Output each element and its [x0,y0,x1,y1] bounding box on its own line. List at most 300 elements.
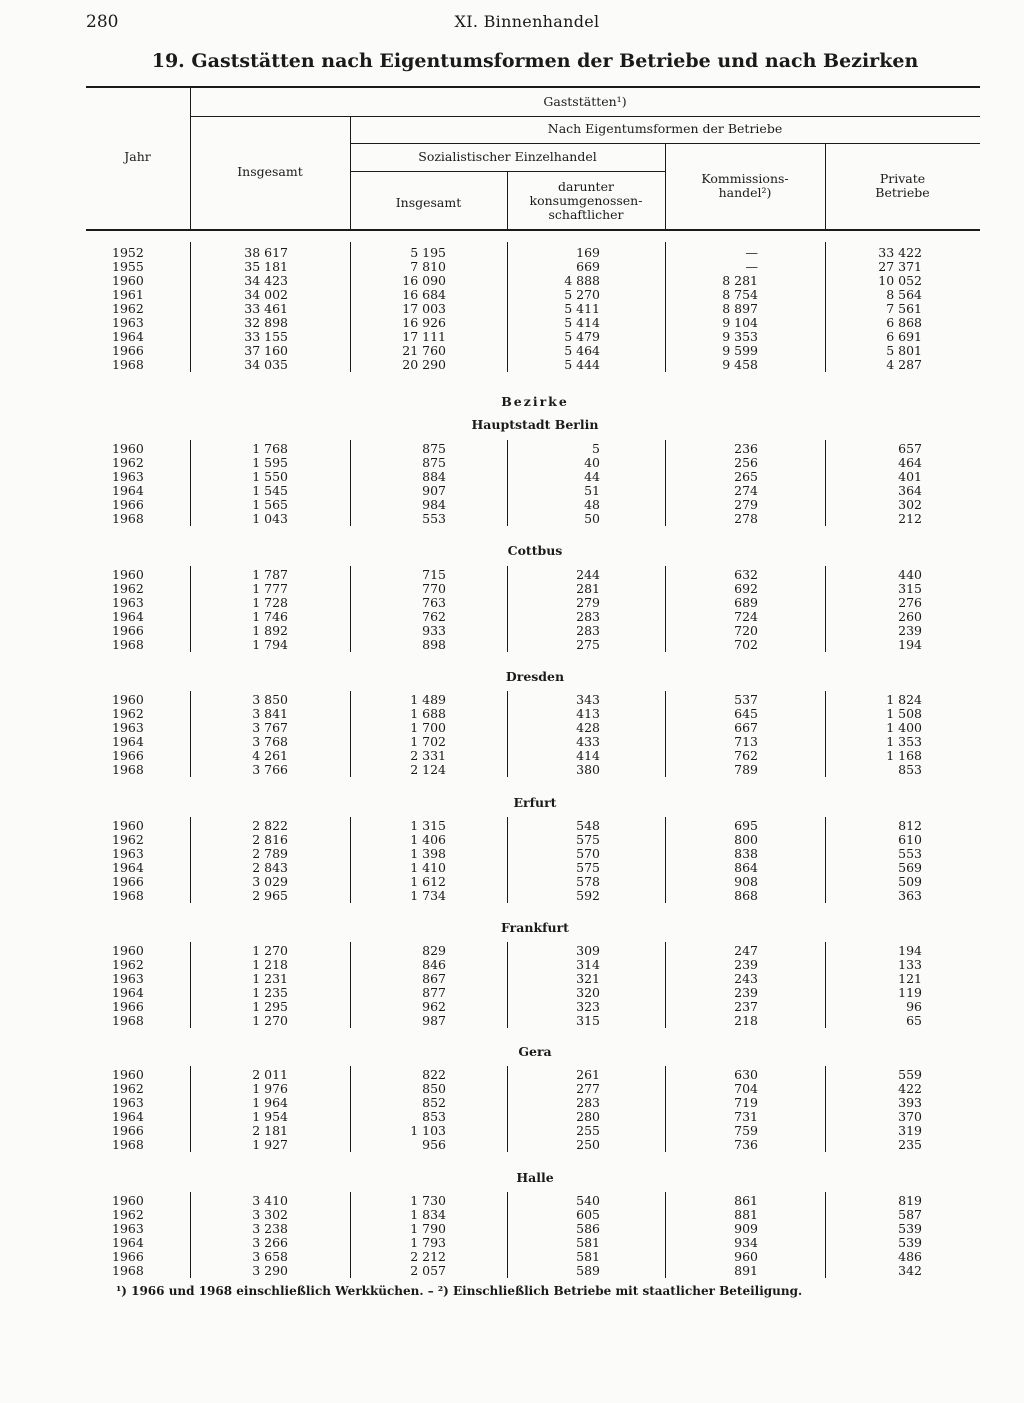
cell-soz-insgesamt: 907 [422,483,446,498]
cell-insgesamt: 2 816 [252,832,288,847]
cell-year: 1963 [112,1221,144,1236]
cell-konsum: 283 [576,609,600,624]
cell-kommission: 891 [734,1263,758,1278]
cell-insgesamt: 1 768 [252,441,288,456]
cell-soz-insgesamt: 853 [422,1109,446,1124]
cell-insgesamt: 2 011 [252,1067,288,1082]
cell-kommission: 960 [734,1249,758,1264]
cell-soz-insgesamt: 850 [422,1081,446,1096]
cell-year: 1963 [112,315,144,330]
footnote: ¹) 1966 und 1968 einschließlich Werkküchen. – ²) Einschließlich Betriebe mit staatlicher Beteiligung. [116,1284,803,1298]
cell-kommission: 9 458 [722,357,758,372]
cell-soz-insgesamt: 762 [422,609,446,624]
cell-insgesamt: 32 898 [244,315,288,330]
table-row [0,1250,1024,1264]
cell-kommission: 537 [734,692,758,707]
cell-insgesamt: 1 976 [252,1081,288,1096]
table-top-rule [86,86,980,88]
header-private-line: Betriebe [875,185,930,200]
cell-year: 1960 [112,441,144,456]
cell-konsum: 581 [576,1235,600,1250]
column-divider [190,942,191,1028]
cell-year: 1962 [112,1207,144,1222]
cell-year: 1960 [112,567,144,582]
cell-private: 65 [906,1013,922,1028]
cell-private: 212 [898,511,922,526]
cell-soz-insgesamt: 20 290 [402,357,446,372]
cell-year: 1955 [112,259,144,274]
cell-kommission: 789 [734,762,758,777]
cell-kommission: 667 [734,720,758,735]
cell-kommission: 702 [734,637,758,652]
column-divider [507,242,508,372]
column-divider [507,1066,508,1152]
cell-year: 1968 [112,1013,144,1028]
table-row [0,442,1024,456]
cell-year: 1964 [112,329,144,344]
cell-konsum: 5 414 [564,315,600,330]
cell-year: 1960 [112,273,144,288]
cell-soz-insgesamt: 1 410 [410,860,446,875]
column-divider [507,817,508,903]
header-private-betriebe [825,172,980,200]
cell-konsum: 570 [576,846,600,861]
cell-soz-insgesamt: 1 734 [410,888,446,903]
cell-soz-insgesamt: 16 684 [402,287,446,302]
cell-private: 194 [898,637,922,652]
cell-private: 853 [898,762,922,777]
cell-soz-insgesamt: 553 [422,511,446,526]
column-divider [825,242,826,372]
cell-insgesamt: 1 218 [252,957,288,972]
header-darunter-line: schaftlicher [548,207,624,222]
cell-kommission: 218 [734,1013,758,1028]
cell-year: 1963 [112,1095,144,1110]
cell-kommission: 695 [734,818,758,833]
cell-soz-insgesamt: 1 793 [410,1235,446,1250]
cell-kommission: 645 [734,706,758,721]
column-divider [350,242,351,372]
header-soz-insgesamt: Insgesamt [395,195,462,210]
cell-konsum: 280 [576,1109,600,1124]
cell-private: 121 [898,971,922,986]
table-row [0,470,1024,484]
cell-soz-insgesamt: 846 [422,957,446,972]
column-divider [350,1192,351,1278]
table-row [0,260,1024,274]
table-row [0,456,1024,470]
table-row [0,861,1024,875]
cell-insgesamt: 3 841 [252,706,288,721]
table-row [0,1000,1024,1014]
cell-konsum: 575 [576,832,600,847]
cell-konsum: 5 444 [564,357,600,372]
table-row [0,986,1024,1000]
cell-kommission: 9 599 [722,343,758,358]
table-row [0,944,1024,958]
cell-private: 1 824 [886,692,922,707]
column-divider [507,691,508,777]
cell-kommission: 247 [734,943,758,958]
cell-insgesamt: 2 843 [252,860,288,875]
cell-kommission: 265 [734,469,758,484]
table-row [0,763,1024,777]
cell-year: 1964 [112,860,144,875]
cell-private: 1 353 [886,734,922,749]
cell-private: 276 [898,595,922,610]
bezirk-name: Halle [516,1170,554,1185]
cell-kommission: 868 [734,888,758,903]
cell-year: 1966 [112,343,144,358]
column-divider [665,440,666,526]
cell-konsum: 51 [584,483,600,498]
cell-soz-insgesamt: 763 [422,595,446,610]
bezirk-name: Dresden [505,669,565,684]
table-row [0,735,1024,749]
cell-insgesamt: 3 410 [252,1193,288,1208]
cell-private: 422 [898,1081,922,1096]
cell-insgesamt: 2 965 [252,888,288,903]
cell-private: 553 [898,846,922,861]
cell-insgesamt: 3 767 [252,720,288,735]
column-divider [507,440,508,526]
cell-konsum: 283 [576,623,600,638]
column-divider [665,817,666,903]
cell-insgesamt: 1 043 [252,511,288,526]
cell-konsum: 255 [576,1123,600,1138]
cell-private: 133 [898,957,922,972]
header-eigentumsformen: Nach Eigentumsformen der Betriebe [547,121,783,136]
cell-year: 1968 [112,511,144,526]
cell-soz-insgesamt: 962 [422,999,446,1014]
cell-year: 1964 [112,609,144,624]
cell-private: 5 801 [886,343,922,358]
header-jahr: Jahr [124,149,151,164]
cell-soz-insgesamt: 1 688 [410,706,446,721]
table-row [0,707,1024,721]
cell-konsum: 581 [576,1249,600,1264]
cell-private: 657 [898,441,922,456]
cell-konsum: 5 479 [564,329,600,344]
table-row [0,1138,1024,1152]
cell-year: 1968 [112,1137,144,1152]
cell-kommission: 8 281 [722,273,758,288]
cell-konsum: 380 [576,762,600,777]
cell-private: 1 508 [886,706,922,721]
table-row [0,1096,1024,1110]
cell-kommission: 692 [734,581,758,596]
cell-kommission: 236 [734,441,758,456]
cell-year: 1964 [112,1109,144,1124]
column-divider [190,566,191,652]
cell-insgesamt: 1 746 [252,609,288,624]
table-row [0,958,1024,972]
cell-insgesamt: 3 302 [252,1207,288,1222]
cell-soz-insgesamt: 1 702 [410,734,446,749]
cell-year: 1962 [112,455,144,470]
cell-private: 260 [898,609,922,624]
cell-konsum: 589 [576,1263,600,1278]
cell-year: 1960 [112,1193,144,1208]
cell-kommission: 8 754 [722,287,758,302]
cell-year: 1962 [112,1081,144,1096]
cell-private: 464 [898,455,922,470]
cell-private: 559 [898,1067,922,1082]
cell-insgesamt: 2 822 [252,818,288,833]
cell-insgesamt: 1 892 [252,623,288,638]
header-bottom-rule [86,229,980,231]
cell-private: 587 [898,1207,922,1222]
cell-kommission: 800 [734,832,758,847]
cell-insgesamt: 3 266 [252,1235,288,1250]
column-divider [665,1066,666,1152]
table-row [0,274,1024,288]
cell-private: 302 [898,497,922,512]
cell-insgesamt: 33 461 [244,301,288,316]
column-divider [665,566,666,652]
table-row [0,1014,1024,1028]
table-row [0,610,1024,624]
cell-year: 1964 [112,1235,144,1250]
cell-year: 1963 [112,469,144,484]
cell-kommission: 632 [734,567,758,582]
cell-insgesamt: 1 794 [252,637,288,652]
table-row [0,847,1024,861]
cell-year: 1960 [112,692,144,707]
cell-year: 1952 [112,245,144,260]
bezirk-name: Gera [518,1044,552,1059]
header-kommissionshandel [665,172,825,200]
table-row [0,875,1024,889]
bezirke-label: Bezirke [501,394,569,409]
cell-soz-insgesamt: 956 [422,1137,446,1152]
cell-kommission: 239 [734,985,758,1000]
cell-private: 440 [898,567,922,582]
column-divider [507,942,508,1028]
table-row [0,819,1024,833]
cell-konsum: 433 [576,734,600,749]
cell-insgesamt: 1 787 [252,567,288,582]
cell-year: 1966 [112,1249,144,1264]
cell-kommission: 279 [734,497,758,512]
cell-insgesamt: 1 270 [252,943,288,958]
cell-kommission: 719 [734,1095,758,1110]
cell-year: 1964 [112,734,144,749]
cell-private: 119 [898,985,922,1000]
cell-insgesamt: 3 766 [252,762,288,777]
cell-konsum: 413 [576,706,600,721]
cell-year: 1964 [112,985,144,1000]
cell-year: 1963 [112,595,144,610]
cell-private: 4 287 [886,357,922,372]
cell-konsum: 261 [576,1067,600,1082]
cell-soz-insgesamt: 1 834 [410,1207,446,1222]
cell-year: 1963 [112,971,144,986]
table-row [0,596,1024,610]
cell-soz-insgesamt: 852 [422,1095,446,1110]
table-row [0,358,1024,372]
cell-soz-insgesamt: 829 [422,943,446,958]
cell-private: 364 [898,483,922,498]
cell-kommission: 243 [734,971,758,986]
cell-insgesamt: 3 290 [252,1263,288,1278]
table-row [0,1208,1024,1222]
cell-kommission: 274 [734,483,758,498]
cell-private: 96 [906,999,922,1014]
cell-insgesamt: 1 964 [252,1095,288,1110]
cell-kommission: — [745,259,758,274]
cell-kommission: 724 [734,609,758,624]
cell-konsum: 605 [576,1207,600,1222]
cell-year: 1966 [112,999,144,1014]
cell-year: 1966 [112,748,144,763]
bezirk-name: Erfurt [513,795,557,810]
cell-year: 1966 [112,874,144,889]
cell-kommission: — [745,245,758,260]
cell-private: 393 [898,1095,922,1110]
cell-konsum: 169 [576,245,600,260]
cell-soz-insgesamt: 1 730 [410,1193,446,1208]
table-row [0,972,1024,986]
cell-soz-insgesamt: 877 [422,985,446,1000]
cell-konsum: 343 [576,692,600,707]
cell-konsum: 575 [576,860,600,875]
cell-private: 539 [898,1221,922,1236]
cell-year: 1966 [112,1123,144,1138]
column-divider [665,942,666,1028]
cell-konsum: 4 888 [564,273,600,288]
cell-year: 1968 [112,357,144,372]
cell-insgesamt: 1 595 [252,455,288,470]
cell-soz-insgesamt: 1 103 [410,1123,446,1138]
table-row [0,1194,1024,1208]
cell-kommission: 838 [734,846,758,861]
column-divider [190,1066,191,1152]
header-divider [190,88,191,229]
cell-private: 319 [898,1123,922,1138]
cell-private: 33 422 [878,245,922,260]
bezirk-name: Frankfurt [501,920,569,935]
cell-private: 539 [898,1235,922,1250]
column-divider [825,942,826,1028]
cell-year: 1964 [112,483,144,498]
column-divider [507,1192,508,1278]
cell-year: 1962 [112,832,144,847]
column-divider [825,566,826,652]
column-divider [825,440,826,526]
cell-insgesamt: 1 235 [252,985,288,1000]
cell-konsum: 578 [576,874,600,889]
cell-year: 1968 [112,637,144,652]
cell-soz-insgesamt: 987 [422,1013,446,1028]
table-row [0,1110,1024,1124]
cell-year: 1963 [112,720,144,735]
cell-private: 370 [898,1109,922,1124]
table-row [0,512,1024,526]
cell-soz-insgesamt: 1 398 [410,846,446,861]
cell-kommission: 256 [734,455,758,470]
cell-insgesamt: 35 181 [244,259,288,274]
table-row [0,344,1024,358]
cell-soz-insgesamt: 1 700 [410,720,446,735]
cell-soz-insgesamt: 933 [422,623,446,638]
table-row [0,638,1024,652]
cell-kommission: 713 [734,734,758,749]
running-head: XI. Binnenhandel [454,12,600,31]
column-divider [665,242,666,372]
table-row [0,582,1024,596]
cell-kommission: 8 897 [722,301,758,316]
cell-insgesamt: 2 181 [252,1123,288,1138]
cell-soz-insgesamt: 1 406 [410,832,446,847]
cell-insgesamt: 3 238 [252,1221,288,1236]
cell-konsum: 244 [576,567,600,582]
cell-insgesamt: 2 789 [252,846,288,861]
cell-private: 569 [898,860,922,875]
column-divider [665,691,666,777]
column-divider [825,691,826,777]
cell-insgesamt: 3 029 [252,874,288,889]
cell-private: 342 [898,1263,922,1278]
cell-soz-insgesamt: 21 760 [402,343,446,358]
cell-kommission: 908 [734,874,758,889]
cell-konsum: 540 [576,1193,600,1208]
cell-konsum: 314 [576,957,600,972]
cell-year: 1968 [112,1263,144,1278]
cell-kommission: 861 [734,1193,758,1208]
cell-soz-insgesamt: 2 331 [410,748,446,763]
cell-insgesamt: 37 160 [244,343,288,358]
cell-kommission: 720 [734,623,758,638]
cell-insgesamt: 1 270 [252,1013,288,1028]
cell-soz-insgesamt: 875 [422,455,446,470]
cell-year: 1968 [112,762,144,777]
table-row [0,330,1024,344]
cell-kommission: 237 [734,999,758,1014]
cell-soz-insgesamt: 884 [422,469,446,484]
header-darunter [507,180,665,222]
header-private-line: Private [879,171,926,186]
cell-insgesamt: 1 927 [252,1137,288,1152]
cell-kommission: 881 [734,1207,758,1222]
header-darunter-line: darunter [558,179,614,194]
cell-konsum: 275 [576,637,600,652]
table-row [0,889,1024,903]
cell-year: 1963 [112,846,144,861]
cell-insgesamt: 1 295 [252,999,288,1014]
column-divider [350,691,351,777]
cell-insgesamt: 1 777 [252,581,288,596]
cell-private: 235 [898,1137,922,1152]
cell-year: 1962 [112,957,144,972]
cell-year: 1960 [112,1067,144,1082]
column-divider [350,440,351,526]
cell-private: 27 371 [878,259,922,274]
cell-private: 239 [898,623,922,638]
table-row [0,288,1024,302]
cell-soz-insgesamt: 867 [422,971,446,986]
table-row [0,1222,1024,1236]
cell-insgesamt: 1 231 [252,971,288,986]
header-kommission-line: Kommissions- [701,171,789,186]
cell-konsum: 548 [576,818,600,833]
cell-kommission: 689 [734,595,758,610]
table-row [0,246,1024,260]
cell-private: 315 [898,581,922,596]
cell-insgesamt: 1 565 [252,497,288,512]
table-row [0,568,1024,582]
column-divider [350,817,351,903]
